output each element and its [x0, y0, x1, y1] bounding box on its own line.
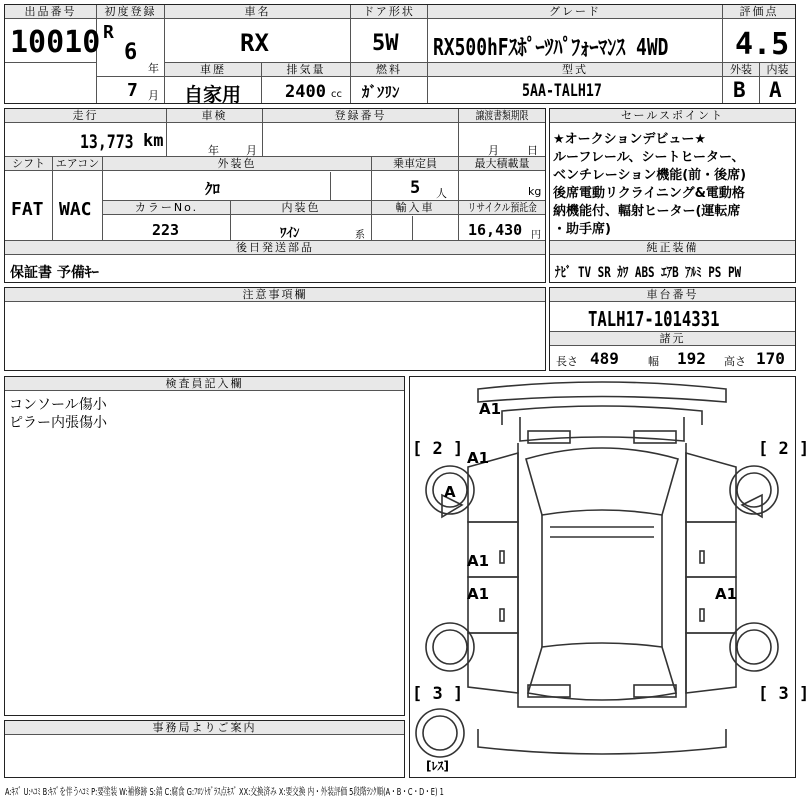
lot-number: 10010: [10, 25, 101, 60]
sales-point-line: ベンチレーション機能(前・後席): [553, 168, 747, 183]
mileage-value: 13,773: [80, 131, 134, 153]
month-value: 7: [127, 80, 138, 101]
sales-point-line: ルーフレール、シートヒーター、: [553, 150, 745, 165]
int-color-value: ﾜｲﾝ: [280, 226, 300, 241]
transfer-label: 譲渡書類期限: [459, 109, 545, 123]
ac-label: エアコン: [53, 157, 102, 171]
door-label: ドア形状: [351, 5, 427, 19]
exterior-value: B: [733, 78, 746, 102]
displacement-label: 排気量: [262, 63, 350, 77]
grade-value: RX500hFｽﾎﾟｰﾂﾊﾟﾌｫｰﾏﾝｽ 4WD: [433, 35, 669, 61]
length-label: 長さ: [556, 355, 578, 368]
era-mark: R: [103, 22, 114, 43]
tire-rating-front-left: [ 2 ]: [412, 439, 464, 459]
max-load-label: 最大積載量: [459, 157, 545, 171]
inspector-note: ピラー内張傷小: [9, 415, 107, 431]
capacity-label: 乗車定員: [372, 157, 458, 171]
equipment-value: ﾅﾋﾞ TV SR ｶﾜ ABS ｴｱB ｱﾙﾐ PS PW: [555, 265, 742, 281]
tire-rating-rear-right: [ 3 ]: [758, 684, 809, 704]
damage-mark-front-door-left: A1: [467, 552, 490, 570]
fuel-value: ｶﾞｿﾘﾝ: [362, 83, 400, 101]
office-label: 事務局よりご案内: [5, 721, 404, 735]
sales-point-line: ・助手席): [553, 222, 611, 237]
inspector-note: コンソール傷小: [9, 397, 107, 413]
history-value: 自家用: [184, 84, 242, 106]
inspection-year-unit: 年: [208, 144, 219, 157]
spare-tire-label: [ﾚｽ]: [426, 759, 449, 773]
car-name-label: 車名: [165, 5, 350, 19]
shift-value: FAT: [11, 199, 44, 220]
model-value: 5AA-TALH17: [522, 81, 602, 101]
spec-label: 諸元: [550, 332, 795, 346]
recycle-label: リサイクル預託金: [459, 201, 545, 215]
damage-mark-rear-door-left: A1: [467, 585, 490, 603]
car-name: RX: [240, 29, 269, 57]
ac-value: WAC: [59, 199, 92, 220]
int-color-label: 内装色: [231, 201, 371, 215]
inspection-month-unit: 月: [246, 144, 257, 157]
displacement-unit: cc: [331, 89, 342, 100]
int-color-suffix: 系: [355, 230, 365, 241]
interior-value: A: [769, 78, 782, 102]
mileage-label: 走行: [5, 109, 166, 123]
transfer-day-unit: 日: [527, 144, 538, 157]
sales-point-line: 後席電動リクライニング&電動格: [553, 186, 745, 201]
tire-rating-rear-left: [ 3 ]: [412, 684, 464, 704]
width-label: 幅: [648, 355, 659, 368]
color-no-value: 223: [152, 221, 180, 239]
footer-legend: A:ｷｽﾞ U:ﾍｺﾐ B:ｷｽﾞを伴うﾍｺﾐ P:要塗装 W:補修跡 S:錆 C:腐食 G:ﾌﾛﾝﾄｶﾞﾗｽ点ｷｽﾞ XX:交換済み X:要交換 内・外装評価 5段階ﾗﾝｸ順(A・B・C・D・E) 1: [5, 787, 444, 798]
car-diagram: [410, 377, 795, 777]
damage-mark-bonnet: A1: [479, 400, 502, 418]
exterior-label: 外装: [723, 63, 759, 77]
displacement-value: 2400: [285, 82, 326, 102]
year-unit: 年: [148, 62, 159, 75]
later-parts-label: 後日発送部品: [5, 241, 545, 255]
history-label: 車歴: [165, 63, 261, 77]
height-label: 高さ: [724, 355, 746, 368]
width-value: 192: [677, 349, 706, 368]
height-value: 170: [756, 349, 785, 368]
model-label: 型式: [428, 63, 722, 77]
damage-mark-rear-door-right: A1: [715, 585, 738, 603]
transfer-month-unit: 月: [488, 144, 499, 157]
year-value: 6: [124, 40, 138, 65]
capacity-unit: 人: [436, 187, 447, 200]
sales-point-line: 納機能付、輻射ヒーター(運転席: [553, 204, 741, 219]
grade-label: グレード: [428, 5, 722, 19]
damage-mark-front-wheel-left: A: [444, 483, 456, 501]
sales-point-line: ★オークションデビュー★: [553, 132, 707, 147]
interior-label: 内装: [760, 63, 795, 77]
import-label: 輸入車: [372, 201, 458, 215]
tire-rating-front-right: [ 2 ]: [758, 439, 809, 459]
recycle-value: 16,430: [468, 221, 523, 239]
lot-label: 出品番号: [5, 5, 96, 19]
inspection-label: 車検: [167, 109, 262, 123]
sales-point-label: セールスポイント: [550, 109, 795, 123]
recycle-unit: 円: [531, 230, 541, 241]
ext-color-label: 外装色: [103, 157, 371, 171]
chassis-number: TALH17-1014331: [588, 307, 720, 331]
reg-no-label: 登録番号: [263, 109, 458, 123]
score-label: 評価点: [723, 5, 795, 19]
chassis-label: 車台番号: [550, 288, 795, 302]
inspector-label: 検査員記入欄: [5, 377, 404, 391]
damage-mark-front-fender-left: A1: [467, 449, 490, 467]
shift-label: シフト: [5, 157, 52, 171]
ext-color-value: ｸﾛ: [205, 180, 221, 198]
score-value: 4.5: [735, 27, 790, 62]
max-load-unit: kg: [528, 185, 542, 198]
length-value: 489: [590, 349, 619, 368]
door-value: 5W: [372, 31, 399, 56]
caution-label: 注意事項欄: [5, 288, 545, 302]
capacity-value: 5: [410, 178, 421, 198]
mileage-unit: km: [143, 131, 164, 151]
color-no-label: カラーNo.: [103, 201, 230, 215]
equipment-label: 純正装備: [550, 241, 795, 255]
fuel-label: 燃料: [351, 63, 427, 77]
month-unit: 月: [148, 89, 159, 102]
first-reg-label: 初度登録: [97, 5, 164, 19]
later-parts-value: 保証書 予備ｷｰ: [10, 265, 99, 281]
